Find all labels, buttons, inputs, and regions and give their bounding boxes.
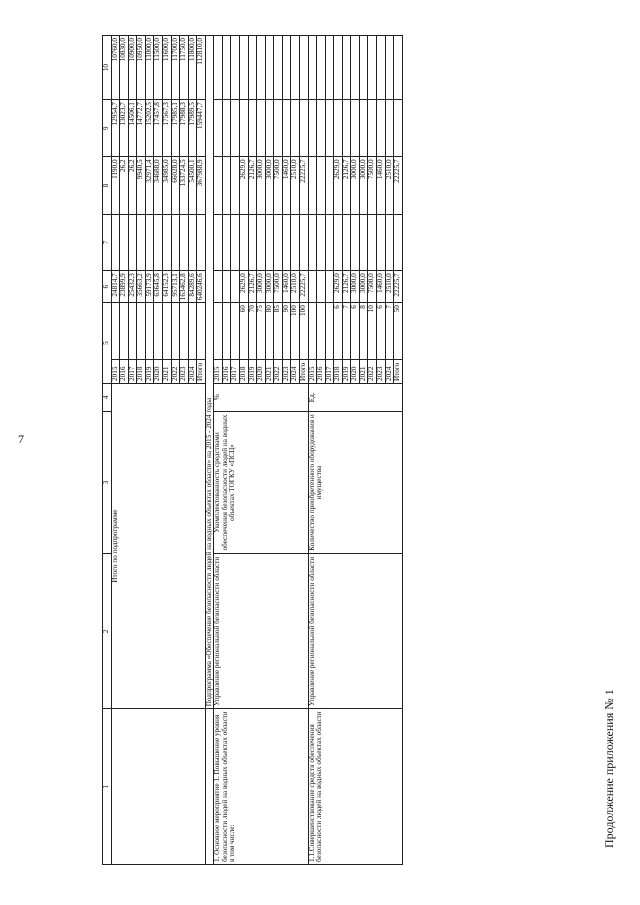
value-cell	[265, 214, 274, 271]
value-cell: 7	[385, 303, 394, 360]
value-cell: 163462,8	[180, 271, 189, 303]
year-cell: 2019	[342, 359, 351, 383]
value-cell: 22225,7	[394, 271, 403, 303]
value-cell	[240, 100, 249, 157]
value-cell	[394, 214, 403, 271]
year-cell: 2017	[325, 359, 334, 383]
value-cell	[308, 157, 317, 214]
value-cell: 11500,0	[154, 36, 163, 100]
value-cell	[111, 214, 120, 271]
value-cell: 26,2	[128, 157, 137, 214]
page-number: 7	[18, 432, 24, 446]
year-cell: 2021	[265, 359, 274, 383]
value-cell	[334, 214, 343, 271]
header-cell: 5	[103, 303, 112, 384]
year-cell: 2015	[111, 359, 120, 383]
value-cell	[222, 214, 231, 271]
year-cell: 2022	[274, 359, 283, 383]
value-cell	[257, 100, 266, 157]
value-cell	[317, 100, 326, 157]
value-cell	[231, 36, 240, 100]
value-cell	[214, 100, 223, 157]
value-cell	[214, 157, 223, 214]
value-cell	[145, 303, 154, 360]
value-cell: 2126,7	[248, 157, 257, 214]
value-cell	[257, 214, 266, 271]
value-cell: 2126,7	[342, 271, 351, 303]
value-cell: 12954,7	[111, 100, 120, 157]
year-cell: Итого	[197, 359, 206, 383]
value-cell	[291, 100, 300, 157]
value-cell: 10	[368, 303, 377, 360]
value-cell: 2510,0	[291, 271, 300, 303]
value-cell: 80	[265, 303, 274, 360]
value-cell: 9940,5	[137, 157, 146, 214]
year-cell: 2017	[128, 359, 137, 383]
subprogram-title: Подпрограмма «Обеспечение безопасности людей на водных объектах области» на 2015 - 2024 годы	[205, 36, 214, 709]
value-cell: 23899,9	[120, 271, 129, 303]
value-cell: 2629,0	[334, 157, 343, 214]
year-cell: 2023	[282, 359, 291, 383]
value-cell	[171, 303, 180, 360]
value-cell	[325, 36, 334, 100]
value-cell	[282, 214, 291, 271]
year-cell: 2024	[188, 359, 197, 383]
value-cell: 8	[359, 303, 368, 360]
value-cell: 84289,6	[188, 271, 197, 303]
value-cell: 22225,7	[394, 157, 403, 214]
year-cell: 2016	[317, 359, 326, 383]
value-cell	[282, 100, 291, 157]
year-cell: Итого	[299, 359, 308, 383]
value-cell: 75	[257, 303, 266, 360]
value-cell: 3000,0	[257, 157, 266, 214]
value-cell	[342, 214, 351, 271]
value-cell: 7500,0	[368, 157, 377, 214]
value-cell	[368, 214, 377, 271]
value-cell	[368, 36, 377, 100]
value-cell: 17985,1	[171, 100, 180, 157]
value-cell	[137, 214, 146, 271]
value-cell: 6	[377, 303, 386, 360]
value-cell: 2629,0	[240, 271, 249, 303]
value-cell	[334, 100, 343, 157]
value-cell: 26,2	[120, 157, 129, 214]
value-cell: 2510,0	[291, 157, 300, 214]
value-cell	[137, 303, 146, 360]
value-cell: 7500,0	[274, 271, 283, 303]
value-cell	[274, 214, 283, 271]
year-cell: 2024	[291, 359, 300, 383]
value-cell	[317, 303, 326, 360]
value-cell	[154, 214, 163, 271]
year-cell: Итого	[394, 359, 403, 383]
value-cell	[308, 100, 317, 157]
value-cell	[257, 36, 266, 100]
value-cell	[308, 36, 317, 100]
value-cell	[222, 100, 231, 157]
value-cell	[265, 36, 274, 100]
value-cell	[317, 36, 326, 100]
value-cell: 11800,0	[188, 36, 197, 100]
value-cell: 3000,0	[265, 157, 274, 214]
value-cell: 10950,0	[137, 36, 146, 100]
header-cell: 2	[103, 554, 112, 709]
table-row	[214, 36, 223, 865]
value-cell	[342, 36, 351, 100]
value-cell: 63645,8	[154, 271, 163, 303]
value-cell	[299, 100, 308, 157]
header-cell: 7	[103, 214, 112, 271]
value-cell	[154, 303, 163, 360]
value-cell: 59173,9	[145, 271, 154, 303]
value-cell	[351, 36, 360, 100]
activity-name: 1.1.Совершенствование средств обеспечения безопасности людей на водных объектах области	[308, 709, 402, 865]
table-row	[308, 36, 317, 865]
value-cell: 17988,3	[180, 100, 189, 157]
value-cell	[214, 36, 223, 100]
value-cell	[188, 303, 197, 360]
value-cell: 3000,0	[265, 271, 274, 303]
value-cell	[145, 214, 154, 271]
value-cell	[342, 100, 351, 157]
value-cell	[171, 214, 180, 271]
year-cell: 2021	[162, 359, 171, 383]
value-cell	[377, 214, 386, 271]
value-cell: 2629,0	[240, 157, 249, 214]
year-cell: 2016	[222, 359, 231, 383]
year-cell: 2022	[171, 359, 180, 383]
value-cell: 10830,0	[120, 36, 129, 100]
value-cell: 1460,0	[377, 271, 386, 303]
responsible-cell: Управление региональной безопасности области	[308, 554, 402, 709]
activity-name: 1. Основное мероприятие 1. Повышение уровня безопасности людей на водных объектах области в том числе:	[214, 709, 308, 865]
value-cell	[120, 214, 129, 271]
value-cell	[385, 100, 394, 157]
value-cell	[359, 100, 368, 157]
year-cell: 2024	[385, 359, 394, 383]
responsible-cell: Управление региональной безопасности области	[214, 554, 308, 709]
year-cell: 2020	[257, 359, 266, 383]
value-cell: 112810,0	[197, 36, 206, 100]
value-cell: 11700,0	[171, 36, 180, 100]
value-cell	[394, 100, 403, 157]
value-cell: 50	[394, 303, 403, 360]
indicator-cell: Количество приобретенного оборудования и имущества	[308, 411, 402, 554]
year-cell: 2015	[214, 359, 223, 383]
value-cell: 1460,0	[282, 271, 291, 303]
value-cell	[265, 100, 274, 157]
value-cell	[377, 36, 386, 100]
year-cell: 2018	[334, 359, 343, 383]
year-cell: 2023	[377, 359, 386, 383]
value-cell: 13023,7	[120, 100, 129, 157]
value-cell: 640246,6	[197, 271, 206, 303]
value-cell: 11000,0	[145, 36, 154, 100]
year-cell: 2022	[368, 359, 377, 383]
value-cell	[128, 214, 137, 271]
value-cell: 2126,7	[342, 157, 351, 214]
value-cell	[325, 214, 334, 271]
value-cell	[291, 36, 300, 100]
value-cell: 10760,0	[111, 36, 120, 100]
value-cell: 7500,0	[368, 271, 377, 303]
value-cell: 1460,0	[282, 157, 291, 214]
header-cell: 1	[103, 709, 112, 865]
unit-cell: Ед.	[308, 383, 402, 411]
rotated-table-wrapper	[102, 35, 402, 865]
value-cell: 85	[274, 303, 283, 360]
value-cell	[394, 36, 403, 100]
value-cell: 15202,5	[145, 100, 154, 157]
header-cell: 10	[103, 36, 112, 100]
value-cell	[197, 303, 206, 360]
year-cell: 2023	[180, 359, 189, 383]
year-cell: 2018	[240, 359, 249, 383]
value-cell: 34985,0	[162, 157, 171, 214]
value-cell: 3000,0	[257, 271, 266, 303]
value-cell: 35663,2	[137, 271, 146, 303]
value-cell	[377, 100, 386, 157]
value-cell: 1190,0	[111, 157, 120, 214]
value-cell	[120, 303, 129, 360]
value-cell	[299, 214, 308, 271]
value-cell	[240, 214, 249, 271]
value-cell	[317, 214, 326, 271]
value-cell: 64152,3	[162, 271, 171, 303]
appendix-title: Продолжение приложения № 1	[602, 689, 616, 848]
value-cell	[385, 214, 394, 271]
value-cell: 6	[334, 303, 343, 360]
value-cell: 2629,0	[334, 271, 343, 303]
value-cell: 25432,3	[128, 271, 137, 303]
value-cell	[180, 303, 189, 360]
value-cell: 11600,0	[162, 36, 171, 100]
header-cell: 3	[103, 411, 112, 554]
value-cell: 90	[282, 303, 291, 360]
header-cell: 6	[103, 271, 112, 303]
header-cell: 4	[103, 383, 112, 411]
value-cell: 7	[342, 303, 351, 360]
value-cell: 17567,3	[162, 100, 171, 157]
value-cell	[351, 100, 360, 157]
value-cell	[282, 36, 291, 100]
value-cell	[308, 214, 317, 271]
value-cell: 3000,0	[351, 271, 360, 303]
value-cell	[325, 303, 334, 360]
indicator-cell: Укомплектованность средствами обеспечения безопасности людей на водных объектах ТОГКУ «ПСЦ»	[214, 411, 308, 554]
value-cell: 14772,7	[137, 100, 146, 157]
value-cell	[351, 214, 360, 271]
value-cell	[274, 36, 283, 100]
empty-cell	[111, 709, 205, 865]
value-cell	[240, 36, 249, 100]
value-cell	[291, 214, 300, 271]
value-cell	[299, 36, 308, 100]
program-table	[102, 35, 403, 865]
year-cell: 2019	[248, 359, 257, 383]
value-cell	[162, 303, 171, 360]
value-cell	[359, 36, 368, 100]
value-cell	[222, 157, 231, 214]
value-cell	[248, 36, 257, 100]
value-cell	[222, 36, 231, 100]
value-cell	[231, 214, 240, 271]
value-cell	[188, 214, 197, 271]
unit-cell: %	[214, 383, 308, 411]
year-cell: 2019	[145, 359, 154, 383]
header-cell: 9	[103, 100, 112, 157]
value-cell	[325, 100, 334, 157]
value-cell: 34688,0	[154, 157, 163, 214]
value-cell	[162, 214, 171, 271]
value-cell	[359, 214, 368, 271]
year-cell: 2017	[231, 359, 240, 383]
value-cell	[308, 303, 317, 360]
value-cell: 7500,0	[274, 157, 283, 214]
value-cell	[231, 100, 240, 157]
value-cell	[274, 100, 283, 157]
value-cell: 159447,7	[197, 100, 206, 157]
value-cell	[222, 303, 231, 360]
value-cell	[317, 157, 326, 214]
total-label: Итого по подпрограмме	[111, 383, 205, 708]
value-cell	[248, 100, 257, 157]
year-cell: 2021	[359, 359, 368, 383]
value-cell: 3000,0	[359, 157, 368, 214]
header-row	[103, 36, 112, 865]
year-cell: 2020	[154, 359, 163, 383]
value-cell: 1460,0	[377, 157, 386, 214]
value-cell: 100	[299, 303, 308, 360]
value-cell	[111, 303, 120, 360]
value-cell: 32971,4	[145, 157, 154, 214]
value-cell	[180, 214, 189, 271]
value-cell	[385, 36, 394, 100]
value-cell	[214, 214, 223, 271]
value-cell: 2510,0	[385, 157, 394, 214]
year-cell: 2020	[351, 359, 360, 383]
value-cell: 3000,0	[351, 157, 360, 214]
value-cell: 54500,1	[188, 157, 197, 214]
value-cell: 17457,8	[154, 100, 163, 157]
value-cell: 60	[240, 303, 249, 360]
year-cell: 2018	[137, 359, 146, 383]
value-cell	[214, 271, 223, 303]
value-cell: 66028,0	[171, 157, 180, 214]
value-cell	[128, 303, 137, 360]
value-cell: 95713,1	[171, 271, 180, 303]
value-cell: 133724,5	[180, 157, 189, 214]
value-cell: 14506,1	[128, 100, 137, 157]
value-cell: 6	[351, 303, 360, 360]
value-cell: 10900,0	[128, 36, 137, 100]
value-cell: 24814,7	[111, 271, 120, 303]
value-cell	[214, 303, 223, 360]
value-cell: 367988,9	[197, 157, 206, 214]
value-cell: 70	[248, 303, 257, 360]
value-cell: 11750,0	[180, 36, 189, 100]
value-cell	[317, 271, 326, 303]
value-cell: 22225,7	[299, 271, 308, 303]
value-cell	[197, 214, 206, 271]
year-cell: 2016	[120, 359, 129, 383]
value-cell: 22225,7	[299, 157, 308, 214]
value-cell	[368, 100, 377, 157]
value-cell: 3000,0	[359, 271, 368, 303]
value-cell	[222, 271, 231, 303]
value-cell: 17989,5	[188, 100, 197, 157]
value-cell: 100	[291, 303, 300, 360]
year-cell: 2015	[308, 359, 317, 383]
header-cell: 8	[103, 157, 112, 214]
value-cell: 2510,0	[385, 271, 394, 303]
value-cell	[308, 271, 317, 303]
value-cell	[334, 36, 343, 100]
value-cell	[248, 214, 257, 271]
value-cell: 2126,7	[248, 271, 257, 303]
